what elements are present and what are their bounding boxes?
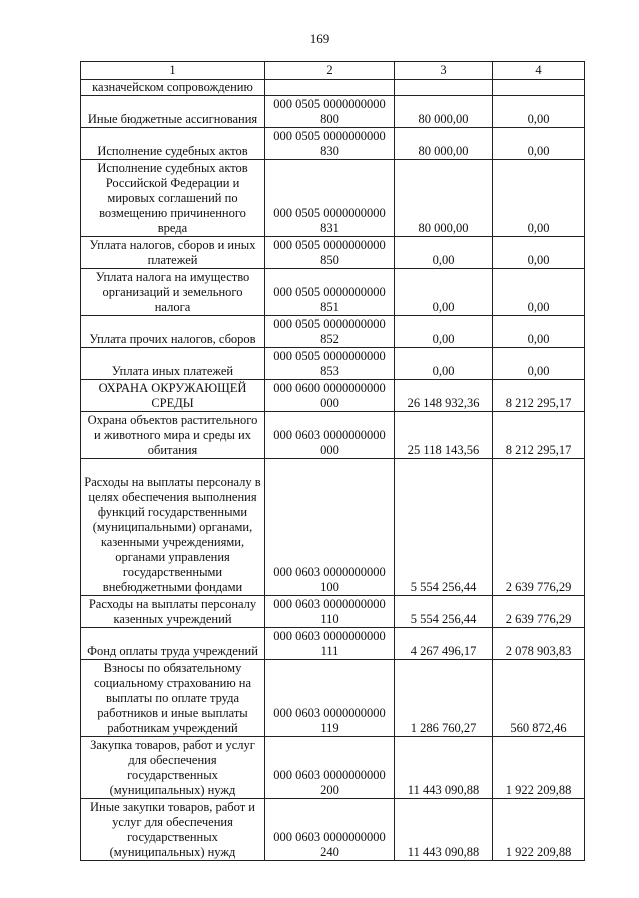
row-value-col4: 8 212 295,17: [493, 412, 585, 459]
row-name-cell: Иные закупки товаров, работ и услуг для обеспечения государственных (муниципальных) нужд: [81, 799, 265, 861]
row-code-cell: 000 0603 0000000000 000: [265, 412, 395, 459]
row-code-cell: 000 0603 0000000000 100: [265, 459, 395, 596]
table-row: [81, 799, 585, 861]
row-name-cell: Фонд оплаты труда учреждений: [81, 628, 265, 660]
row-value-col3: 11 443 090,88: [395, 737, 493, 799]
row-value-col4: 1 922 209,88: [493, 737, 585, 799]
row-value-col4: 0,00: [493, 237, 585, 269]
row-value-col4: 8 212 295,17: [493, 380, 585, 412]
row-name-cell: Закупка товаров, работ и услуг для обеспечения государственных (муниципальных) нужд: [81, 737, 265, 799]
row-name-cell: Расходы на выплаты персоналу казенных учреждений: [81, 596, 265, 628]
row-name-cell: Охрана объектов растительного и животного мира и среды их обитания: [81, 412, 265, 459]
row-value-col3: 4 267 496,17: [395, 628, 493, 660]
table-row: [81, 96, 585, 128]
row-code-cell: 000 0603 0000000000 110: [265, 596, 395, 628]
row-value-col4: 0,00: [493, 160, 585, 237]
row-code-cell: 000 0505 0000000000 851: [265, 269, 395, 316]
row-name-cell: Уплата налога на имущество организаций и земельного налога: [81, 269, 265, 316]
row-code-cell: 000 0505 0000000000 831: [265, 160, 395, 237]
header-cell: 1: [81, 62, 265, 80]
table-row: [81, 380, 585, 412]
table-row: [81, 628, 585, 660]
table-row: [81, 596, 585, 628]
row-value-col4: 2 639 776,29: [493, 596, 585, 628]
row-code-cell: 000 0603 0000000000 111: [265, 628, 395, 660]
row-code-cell: 000 0600 0000000000 000: [265, 380, 395, 412]
row-value-col3: 25 118 143,56: [395, 412, 493, 459]
table-row: [81, 459, 585, 596]
row-value-col4: [493, 80, 585, 96]
row-name-cell: Исполнение судебных актов Российской Федерации и мировых соглашений по возмещению причиненного вреда: [81, 160, 265, 237]
row-name-cell: Взносы по обязательному социальному страхованию на выплаты по оплате труда работников и иные выплаты работникам учреждений: [81, 660, 265, 737]
row-value-col3: 0,00: [395, 316, 493, 348]
row-value-col3: 0,00: [395, 348, 493, 380]
header-cell: 3: [395, 62, 493, 80]
row-name-cell: казначейском сопровождению: [81, 80, 265, 96]
row-name-cell: Уплата прочих налогов, сборов: [81, 316, 265, 348]
row-value-col3: 0,00: [395, 237, 493, 269]
row-code-cell: 000 0505 0000000000 850: [265, 237, 395, 269]
row-code-cell: 000 0505 0000000000 853: [265, 348, 395, 380]
table-row: [81, 660, 585, 737]
header-row: [81, 62, 585, 80]
row-code-cell: 000 0505 0000000000 852: [265, 316, 395, 348]
table-row: [81, 412, 585, 459]
table-row: [81, 128, 585, 160]
table-row: [81, 269, 585, 316]
row-value-col3: [395, 80, 493, 96]
row-value-col4: 2 639 776,29: [493, 459, 585, 596]
row-value-col4: 0,00: [493, 316, 585, 348]
row-code-cell: [265, 80, 395, 96]
row-value-col4: 0,00: [493, 96, 585, 128]
row-value-col3: 80 000,00: [395, 128, 493, 160]
row-value-col3: 80 000,00: [395, 160, 493, 237]
row-value-col4: 0,00: [493, 269, 585, 316]
row-value-col3: 26 148 932,36: [395, 380, 493, 412]
table-row: [81, 80, 585, 96]
table-row: [81, 237, 585, 269]
row-value-col3: 5 554 256,44: [395, 459, 493, 596]
row-code-cell: 000 0505 0000000000 830: [265, 128, 395, 160]
header-cell: 2: [265, 62, 395, 80]
row-code-cell: 000 0603 0000000000 240: [265, 799, 395, 861]
row-code-cell: 000 0603 0000000000 119: [265, 660, 395, 737]
budget-table: [80, 61, 585, 861]
row-name-cell: Исполнение судебных актов: [81, 128, 265, 160]
table-row: [81, 737, 585, 799]
row-value-col3: 1 286 760,27: [395, 660, 493, 737]
table-row: [81, 348, 585, 380]
table-row: [81, 316, 585, 348]
row-value-col3: 0,00: [395, 269, 493, 316]
row-code-cell: 000 0505 0000000000 800: [265, 96, 395, 128]
row-value-col4: 0,00: [493, 348, 585, 380]
row-value-col4: 560 872,46: [493, 660, 585, 737]
row-name-cell: Уплата иных платежей: [81, 348, 265, 380]
table-row: [81, 160, 585, 237]
row-value-col4: 1 922 209,88: [493, 799, 585, 861]
row-name-cell: Иные бюджетные ассигнования: [81, 96, 265, 128]
row-value-col4: 2 078 903,83: [493, 628, 585, 660]
page-number: 169: [309, 31, 330, 46]
header-cell: 4: [493, 62, 585, 80]
row-name-cell: ОХРАНА ОКРУЖАЮЩЕЙ СРЕДЫ: [81, 380, 265, 412]
row-name-cell: Расходы на выплаты персоналу в целях обеспечения выполнения функций государственными (муниципальными) органами, казенными учреждениями, органами управления государственными внебюджетными фондами: [81, 459, 265, 596]
row-value-col4: 0,00: [493, 128, 585, 160]
row-value-col3: 11 443 090,88: [395, 799, 493, 861]
row-name-cell: Уплата налогов, сборов и иных платежей: [81, 237, 265, 269]
row-code-cell: 000 0603 0000000000 200: [265, 737, 395, 799]
row-value-col3: 80 000,00: [395, 96, 493, 128]
row-value-col3: 5 554 256,44: [395, 596, 493, 628]
